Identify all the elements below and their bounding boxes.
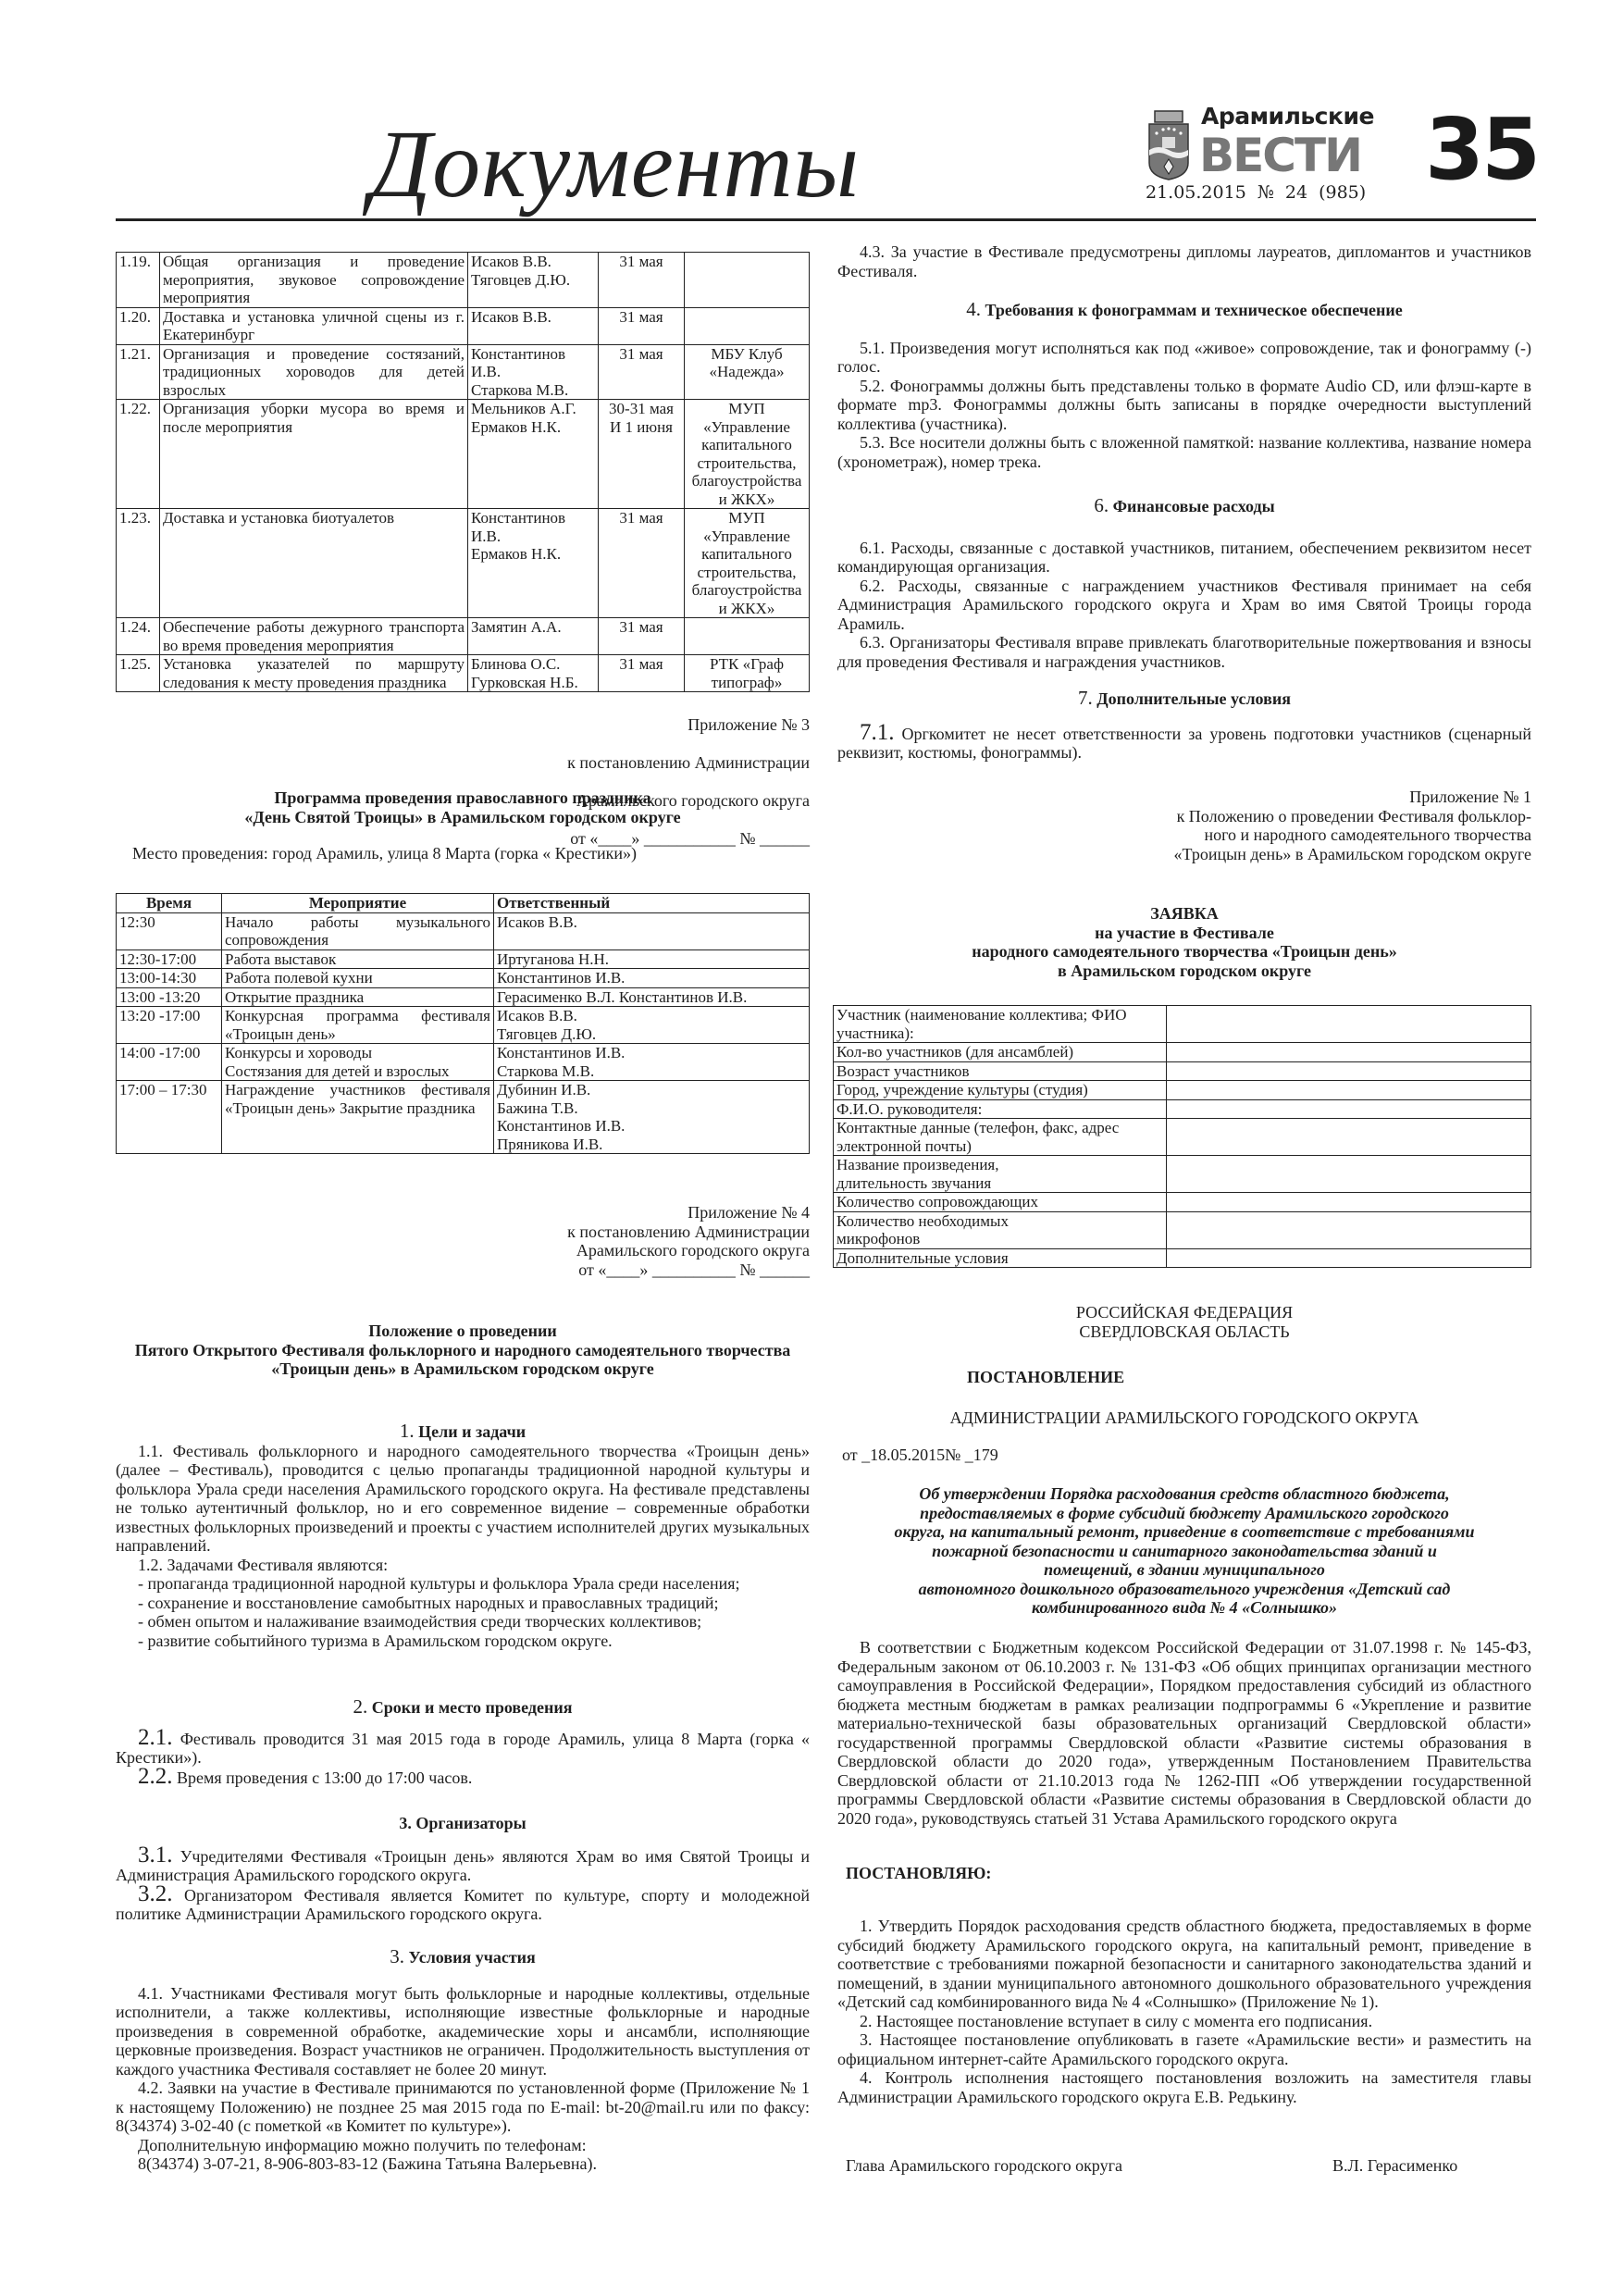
- paragraph-number: 6.1.: [860, 538, 885, 557]
- title-line: народного самодеятельного творчества «Троицын день»: [972, 942, 1397, 961]
- date-cell: 31 мая: [599, 655, 685, 692]
- appendix-4-note: [116, 1203, 810, 1279]
- paragraph: [837, 1917, 1531, 2012]
- paragraph-list: [116, 1724, 810, 1789]
- event-cell: Открытие праздника: [222, 987, 494, 1007]
- event-cell: Работа выставок: [222, 949, 494, 969]
- paragraph: [837, 2030, 1531, 2068]
- responsible-cell: Герасименко В.Л. Константинов И.В.: [494, 987, 810, 1007]
- time-cell: 13:20 -17:00: [117, 1007, 222, 1044]
- paragraph: [837, 719, 1531, 763]
- paragraph: [116, 1594, 810, 1613]
- section-number: 6.: [1094, 494, 1109, 516]
- responsible-cell: Исаков В.В.: [494, 912, 810, 949]
- responsible-cell: Замятин А.А.: [468, 618, 599, 655]
- logo-line-1: Арамильские: [1201, 103, 1374, 130]
- event-cell: Начало работы музыкального сопровождения: [222, 912, 494, 949]
- task-cell: Доставка и установка уличной сцены из г. Екатеринбург: [160, 307, 468, 344]
- title-line: Об утверждении Порядка расходования средств областного бюджета,: [919, 1484, 1450, 1503]
- paragraph-number: 1.1.: [138, 1441, 163, 1460]
- table-row: [117, 618, 810, 655]
- appendix-line: от «____» ___________ № ______: [570, 828, 810, 848]
- paragraph: [837, 433, 1531, 471]
- paragraph-number: 2.1.: [138, 1724, 173, 1750]
- section-2: [116, 1697, 810, 1787]
- responsible-cell: Мельников А.Г. Ермаков Н.К.: [468, 400, 599, 509]
- paragraph-text: Организатором Фестиваля является Комитет по культуре, спорту и молодежной политике Администрации Арамильского городского округа.: [116, 1885, 811, 1923]
- table-row: [117, 307, 810, 344]
- organization-cell: РТК «Граф типограф»: [685, 655, 810, 692]
- table-row: [117, 344, 810, 400]
- time-cell: 14:00 -17:00: [117, 1044, 222, 1081]
- section-heading: [116, 1421, 810, 1442]
- appendix-line: ного и народного самодеятельного творчества: [1204, 825, 1531, 844]
- paragraph: [837, 339, 1531, 377]
- appendix-line: от «____» __________ № ______: [578, 1260, 810, 1279]
- section-number: 1.: [399, 1420, 415, 1442]
- time-cell: 13:00 -13:20: [117, 987, 222, 1007]
- section-6: [837, 496, 1531, 671]
- paragraph-number: 6.2.: [860, 576, 885, 595]
- form-field-value[interactable]: [1167, 1248, 1531, 1268]
- paragraph-text: Утвердить Порядок расходования средств областного бюджета, предоставляемых в форме субсидий бюджету Арамильского городского округа, на капитальный ремонт, приведение в соответствие с требованиями пожарной безопасности и санитарного законодательства зданий и помещений, в здании муниципального автономного дошкольного образовательного учреждения «Детский сад комбинированного вида № 4 «Солнышко» (Приложение № 1).: [837, 1917, 1532, 2011]
- responsible-cell: Иртуганова Н.Н.: [494, 949, 810, 969]
- paragraph-text: Организаторы Фестиваля вправе привлекать благотворительные пожертвования и взносы для проведения Фестиваля и награждения участников.: [837, 633, 1532, 671]
- regulation-title: [116, 1322, 810, 1379]
- form-row: [834, 1081, 1531, 1100]
- form-field-value[interactable]: [1167, 1043, 1531, 1062]
- responsible-cell: Константинов И.В. Старкова М.В.: [494, 1044, 810, 1081]
- column-header-responsible: Ответственный: [494, 894, 810, 913]
- form-row: [834, 1099, 1531, 1119]
- task-cell: Организация и проведение состязаний, традиционных хороводов для детей взрослых: [160, 344, 468, 400]
- section-1: [116, 1421, 810, 1650]
- date-cell: 30-31 мая И 1 июня: [599, 400, 685, 509]
- title-line: Программа проведения православного праздника: [274, 788, 651, 807]
- program-title: [116, 788, 810, 826]
- paragraph-4-3: [837, 242, 1531, 280]
- section-heading: [116, 1814, 810, 1833]
- time-cell: 12:30: [117, 912, 222, 949]
- paragraph-text: - обмен опытом и налаживание взаимодействия среди творческих коллективов;: [138, 1612, 702, 1631]
- paragraph-number: 3.: [860, 2030, 873, 2049]
- paragraph-text: Задачами Фестиваля являются:: [167, 1555, 389, 1574]
- section-heading: [116, 1947, 810, 1967]
- paragraph-text: Оргкомитет не несет ответственности за уровень подготовки участников (сценарный реквизит, костюмы, фонограммы).: [837, 724, 1531, 762]
- section-5: [837, 300, 1531, 471]
- paragraph: [116, 1442, 810, 1556]
- section-title: Документы: [370, 111, 861, 217]
- paragraph-number: 4.: [860, 2068, 873, 2087]
- form-field-value[interactable]: [1167, 1193, 1531, 1212]
- resolution-title: [837, 1484, 1531, 1618]
- table-row: [117, 400, 810, 509]
- paragraph: [116, 1724, 810, 1768]
- title-line: помещений, в здании муниципального: [1044, 1560, 1325, 1579]
- paragraph-list: [116, 1984, 810, 2174]
- paragraph: [116, 2154, 810, 2174]
- paragraph-number: 4.1.: [138, 1983, 163, 2003]
- organization-cell: [685, 618, 810, 655]
- paragraph: [837, 539, 1531, 577]
- paragraph-list: [837, 339, 1531, 472]
- paragraph: [837, 377, 1531, 434]
- paragraph-number: 2.2.: [138, 1763, 173, 1789]
- paragraph-text: Все носители должны быть с вложенной памяткой: название коллектива, название номера (хронометраж), номер трека.: [837, 433, 1532, 471]
- time-cell: 13:00-14:30: [117, 969, 222, 988]
- signature-title: Глава Арамильского городского округа: [846, 2156, 1122, 2175]
- paragraph-number: 4.3.: [860, 242, 885, 261]
- paragraph-number: 1.2.: [138, 1555, 163, 1574]
- form-field-label: Количество необходимых микрофонов: [834, 1211, 1167, 1248]
- form-field-label: Город, учреждение культуры (студия): [834, 1081, 1167, 1100]
- paragraph-number: 4.2.: [138, 2079, 163, 2097]
- section-number: 2.: [353, 1695, 368, 1718]
- title-line: ЗАЯВКА: [1150, 904, 1219, 923]
- paragraph-text: Учредителями Фестиваля «Троицын день» являются Храм во имя Святой Троицы и Администрация Арамильского городского округа.: [116, 1846, 810, 1884]
- task-cell: Установка указателей по маршруту следования к месту проведения праздника: [160, 655, 468, 692]
- logo-line-2: ВЕСТИ: [1199, 129, 1361, 182]
- section-heading-text: Дополнительные условия: [1096, 689, 1291, 708]
- paragraph-number: 3.1.: [138, 1842, 173, 1868]
- header-rule: [116, 218, 1536, 221]
- paragraph-list: [116, 1442, 810, 1651]
- paragraph-text: - развитие событийного туризма в Арамильском городском округе.: [138, 1631, 613, 1650]
- date-cell: 31 мая: [599, 253, 685, 308]
- paragraph-number: 6.3.: [860, 633, 885, 652]
- paragraph: [837, 2012, 1531, 2031]
- paragraph-number: 5.1.: [860, 338, 885, 357]
- form-row: [834, 1006, 1531, 1043]
- appendix-line: «Троицын день» в Арамильском городском округе: [1173, 844, 1531, 863]
- form-field-value[interactable]: [1167, 1119, 1531, 1156]
- paragraph: [116, 2136, 810, 2155]
- section-heading-text: Сроки и место проведения: [371, 1698, 573, 1717]
- table-row: [117, 949, 810, 969]
- paragraph-number: 5.2.: [860, 376, 885, 395]
- form-row: [834, 1193, 1531, 1212]
- paragraph-text: 8(34374) 3-07-21, 8-906-803-83-12 (Бажина Татьяна Валерьевна).: [138, 2154, 597, 2173]
- event-cell: Конкурсы и хороводы Состязания для детей и взрослых: [222, 1044, 494, 1081]
- issue-date: 21.05.2015: [1146, 182, 1246, 203]
- organization-cell: МУП «Управление капитального строительства, благоустройства и ЖКХ»: [685, 400, 810, 509]
- section-number: 4.: [966, 298, 982, 320]
- paragraph: [116, 1984, 810, 2079]
- responsible-cell: Исаков В.В.: [468, 307, 599, 344]
- newspaper-logo: [1146, 103, 1374, 183]
- responsibilities-table: [116, 252, 810, 692]
- section-4: [116, 1947, 810, 2174]
- form-field-value[interactable]: [1167, 1211, 1531, 1248]
- paragraph: [116, 1632, 810, 1651]
- form-row: [834, 1119, 1531, 1156]
- resolution-country: [837, 1303, 1531, 1341]
- paragraph-number: 5.3.: [860, 433, 885, 452]
- section-heading: [116, 1697, 810, 1718]
- section-3: [116, 1814, 810, 1924]
- event-cell: Конкурсная программа фестиваля «Троицын день»: [222, 1007, 494, 1044]
- form-row: [834, 1156, 1531, 1193]
- decree-word: ПОСТАНОВЛЯЮ:: [846, 1864, 992, 1882]
- table-row: [117, 1007, 810, 1044]
- paragraph-text: Дополнительную информацию можно получить по телефонам:: [138, 2135, 587, 2154]
- row-number: 1.20.: [117, 307, 160, 344]
- section-heading-text: Цели и задачи: [418, 1422, 527, 1441]
- responsible-cell: Дубинин И.В. Бажина Т.В. Константинов И.В. Пряникова И.В.: [494, 1081, 810, 1154]
- organization-cell: МБУ Клуб «Надежда»: [685, 344, 810, 400]
- paragraph-text: Произведения могут исполняться как под «живое» сопровождение, так и фонограмму (-) голос.: [837, 338, 1532, 376]
- form-field-label: Возраст участников: [834, 1061, 1167, 1081]
- section-heading-text: 3. Организаторы: [399, 1814, 527, 1832]
- section-heading: [837, 689, 1531, 709]
- paragraph-text: Фестиваль фольклорного и народного самодеятельного творчества «Троицын день» (далее – Фестиваль), проводится с целью пропаганды традиционной народной культуры и фольклора Урала среди населения Арамильского городского округа. На фестивале представлены не только аутентичный фольклор, но и его современное видение – современные обработки известных фольклорных произведений и проекты с участием исполнителей других музыкальных направлений.: [116, 1441, 810, 1555]
- paragraph: [116, 1763, 810, 1789]
- table-row: [117, 253, 810, 308]
- title-line: Пятого Открытого Фестиваля фольклорного и народного самодеятельного творчества: [134, 1340, 791, 1359]
- task-cell: Доставка и установка биотуалетов: [160, 509, 468, 618]
- task-cell: Обеспечение работы дежурного транспорта во время проведения мероприятия: [160, 618, 468, 655]
- application-title: [837, 904, 1531, 980]
- row-number: 1.23.: [117, 509, 160, 618]
- row-number: 1.22.: [117, 400, 160, 509]
- resolution-issuer: АДМИНИСТРАЦИИ АРАМИЛЬСКОГО ГОРОДСКОГО ОКРУГА: [949, 1409, 1419, 1427]
- title-line: в Арамильском городском округе: [1058, 961, 1311, 980]
- event-cell: Работа полевой кухни: [222, 969, 494, 988]
- time-cell: 12:30-17:00: [117, 949, 222, 969]
- responsible-cell: Константинов И.В.: [494, 969, 810, 988]
- paragraph-text: Расходы, связанные с доставкой участников, питанием, обеспечением реквизитом несет командирующая организация.: [837, 538, 1532, 576]
- appendix-1-note: [837, 788, 1531, 863]
- paragraph-list: [837, 719, 1531, 763]
- appendix-line: Арамильского городского округа: [576, 1241, 810, 1260]
- column-header-time: Время: [117, 894, 222, 913]
- table-row: [117, 655, 810, 692]
- form-row: [834, 1211, 1531, 1248]
- signature-name: В.Л. Герасименко: [1332, 2156, 1458, 2175]
- row-number: 1.21.: [117, 344, 160, 400]
- date-cell: 31 мая: [599, 509, 685, 618]
- page-number: 35: [1425, 100, 1539, 199]
- responsible-cell: Исаков В.В. Тяговцев Д.Ю.: [494, 1007, 810, 1044]
- paragraph: [116, 1880, 811, 1924]
- form-field-label: Участник (наименование коллектива; ФИО участника):: [834, 1006, 1167, 1043]
- region-name: СВЕРДЛОВСКАЯ ОБЛАСТЬ: [1079, 1322, 1290, 1341]
- row-number: 1.19.: [117, 253, 160, 308]
- paragraph: [116, 1612, 810, 1632]
- section-7: [837, 689, 1531, 763]
- issue-number: № 24 (985): [1257, 182, 1367, 203]
- table-row: [117, 987, 810, 1007]
- appendix-line: Арамильского городского округа: [576, 790, 810, 810]
- table-row: [117, 1081, 810, 1154]
- appendix-line: Приложение № 4: [688, 1203, 810, 1222]
- paragraph-text: - пропаганда традиционной народной культуры и фольклора Урала среди населения;: [138, 1574, 740, 1593]
- event-cell: Награждение участников фестиваля «Троицын день» Закрытие праздника: [222, 1081, 494, 1154]
- paragraph-text: Фестиваль проводится 31 мая 2015 года в городе Арамиль, улица 8 Марта (горка « Крестики»).: [116, 1729, 810, 1767]
- paragraph-text: Участниками Фестиваля могут быть фольклорные и народные коллективы, отдельные исполнители, а также коллективы, исполняющие известные фольклорные и народные произведения в современной обработке, академические хоры и ансамбли, исполняющие церковные произведения. Возраст участников не ограничен. Продолжительность выступления от каждого участника Фестиваля составляет не более 20 минут.: [116, 1983, 810, 2079]
- section-heading-text: Финансовые расходы: [1112, 497, 1275, 515]
- form-field-label: Количество сопровождающих: [834, 1193, 1167, 1212]
- row-number: 1.25.: [117, 655, 160, 692]
- title-line: на участие в Фестивале: [1095, 923, 1274, 942]
- appendix-line: Приложение № 1: [1409, 788, 1531, 806]
- appendix-line: к постановлению Администрации: [567, 1222, 810, 1241]
- form-row: [834, 1248, 1531, 1268]
- appendix-3-note: [116, 696, 810, 867]
- form-field-label: Название произведения, длительность звучания: [834, 1156, 1167, 1193]
- title-line: «День Святой Троицы» в Арамильском городском округе: [244, 807, 681, 826]
- program-place: Место проведения: город Арамиль, улица 8 Марта (горка « Крестики»): [132, 844, 638, 863]
- form-field-value[interactable]: [1167, 1099, 1531, 1119]
- paragraph-text: За участие в Фестивале предусмотрены дипломы лауреатов, дипломантов и участников Фестиваля.: [837, 242, 1531, 280]
- resolution-doc-type: ПОСТАНОВЛЕНИЕ: [967, 1368, 1125, 1386]
- responsible-cell: Константинов И.В. Ермаков Н.К.: [468, 509, 599, 618]
- paragraph-number: 3.2.: [138, 1880, 173, 1906]
- title-line: округа, на капитальный ремонт, приведение в соответствие с требованиями: [894, 1522, 1475, 1541]
- paragraph-text: Время проведения с 13:00 до 17:00 часов.: [177, 1768, 473, 1787]
- title-line: Положение о проведении: [368, 1322, 557, 1340]
- title-line: предоставляемых в форме субсидий бюджету Арамильского городского: [920, 1503, 1449, 1522]
- organization-cell: [685, 253, 810, 308]
- issue-info: [1146, 183, 1366, 203]
- section-heading-text: Требования к фонограммам и техническое обеспечение: [985, 301, 1403, 319]
- organization-cell: МУП «Управление капитального строительства, благоустройства и ЖКХ»: [685, 509, 810, 618]
- title-line: пожарной безопасности и санитарного законодательства зданий и: [932, 1541, 1437, 1560]
- paragraph: [837, 2068, 1531, 2106]
- time-cell: 17:00 – 17:30: [117, 1081, 222, 1154]
- form-field-label: Кол-во участников (для ансамблей): [834, 1043, 1167, 1062]
- section-heading-text: Условия участия: [408, 1948, 536, 1967]
- appendix-line: к постановлению Администрации: [567, 752, 810, 772]
- form-field-label: Ф.И.О. руководителя:: [834, 1099, 1167, 1119]
- paragraph-text: Заявки на участие в Фестивале принимаются по установленной форме (Приложение № 1 к настоящему Положению) не позднее 25 мая 2015 года по E-mail: bt-20@mail.ru или по факсу: 8(34374) 3-02-40 (с пометкой «в Комитет по культуре»).: [116, 2079, 810, 2135]
- paragraph: [837, 242, 1531, 280]
- paragraph-text: Расходы, связанные с награждением участников Фестиваля принимает на себя Администрация Арамильского городского округа и Храм во имя Святой Троицы города Арамиль.: [837, 576, 1531, 633]
- coat-of-arms-icon: [1146, 109, 1192, 181]
- resolution-items: [837, 1917, 1531, 2106]
- section-heading: [837, 300, 1531, 320]
- appendix-line: Приложение № 3: [688, 714, 810, 734]
- title-line: автономного дошкольного образовательного учреждения «Детский сад: [918, 1579, 1451, 1598]
- appendix-line: к Положению о проведении Фестиваля фольклор-: [1176, 806, 1531, 825]
- paragraph: [837, 633, 1531, 671]
- paragraph-text: Фонограммы должны быть представлены только в формате Audio CD, или флэш-карте в формате mp3. Фонограммы должны быть записаны в порядке очередности выступлений коллектива (участника).: [837, 376, 1532, 433]
- paragraph: [116, 1574, 810, 1594]
- responsible-cell: Исаков В.В. Тяговцев Д.Ю.: [468, 253, 599, 308]
- paragraph: [116, 1556, 810, 1575]
- table-row: [117, 509, 810, 618]
- paragraph-text: - сохранение и восстановление самобытных народных и православных традиций;: [138, 1593, 719, 1612]
- section-heading: [837, 496, 1531, 516]
- form-field-value[interactable]: [1167, 1156, 1531, 1193]
- form-field-value[interactable]: [1167, 1006, 1531, 1043]
- section-number: 7.: [1078, 687, 1093, 709]
- form-field-label: Дополнительные условия: [834, 1248, 1167, 1268]
- paragraph-number: 1.: [860, 1917, 873, 1935]
- table-row: [117, 912, 810, 949]
- date-cell: 31 мая: [599, 344, 685, 400]
- paragraph-text: Настоящее постановление опубликовать в газете «Арамильские вести» и разместить на официальном интернет-сайте Арамильского городского округа.: [837, 2030, 1531, 2068]
- paragraph: [116, 1842, 810, 1885]
- resolution-preamble: [837, 1638, 1531, 1828]
- paragraph-text: Настоящее постановление вступает в силу с момента его подписания.: [876, 2011, 1373, 2030]
- paragraph: [116, 2079, 810, 2136]
- country-name: РОССИЙСКАЯ ФЕДЕРАЦИЯ: [1075, 1303, 1294, 1322]
- paragraph: [837, 577, 1531, 634]
- title-line: «Троицын день» в Арамильском городском округе: [271, 1359, 654, 1378]
- paragraph-list: [837, 1917, 1531, 2106]
- paragraph-list: [837, 539, 1531, 672]
- table-row: [117, 969, 810, 988]
- date-cell: 31 мая: [599, 307, 685, 344]
- task-cell: Организация уборки мусора во время и после мероприятия: [160, 400, 468, 509]
- row-number: 1.24.: [117, 618, 160, 655]
- paragraph-number: 7.1.: [860, 719, 895, 745]
- form-field-label: Контактные данные (телефон, факс, адрес электронной почты): [834, 1119, 1167, 1156]
- form-field-value[interactable]: [1167, 1081, 1531, 1100]
- title-line: комбинированного вида № 4 «Солнышко»: [1032, 1598, 1337, 1617]
- date-cell: 31 мая: [599, 618, 685, 655]
- table-row: [117, 1044, 810, 1081]
- paragraph-number: 2.: [860, 2011, 873, 2030]
- table-header-row: [117, 894, 810, 913]
- form-field-value[interactable]: [1167, 1061, 1531, 1081]
- resolution-date-number: от _18.05.2015№ _179: [842, 1446, 998, 1464]
- task-cell: Общая организация и проведение мероприятия, звуковое сопровождение мероприятия: [160, 253, 468, 308]
- section-number: 3.: [390, 1945, 404, 1967]
- organization-cell: [685, 307, 810, 344]
- form-row: [834, 1043, 1531, 1062]
- responsible-cell: Блинова О.С. Гурковская Н.Б.: [468, 655, 599, 692]
- program-table: [116, 893, 810, 1154]
- column-header-event: Мероприятие: [222, 894, 494, 913]
- paragraph-text: Контроль исполнения настоящего постановления возложить на заместителя главы Администрации Арамильского городского округа Е.В. Редькину.: [837, 2068, 1532, 2106]
- preamble-text: В соответствии с Бюджетным кодексом Российской Федерации от 31.07.1998 г. № 145-ФЗ, Федеральным законом от 06.10.2003 г. № 131-ФЗ «Об общих принципах организации местного самоуправления в Российской Федерации», Порядком предоставления субсидий из областного бюджета местным бюджетам в рамках реализации подпрограммы 6 «Укрепление и развитие материально-технической базы образовательных организаций Свердловской области» государственной программы Свердловской области «Развитие системы образования в Свердловской области до 2020 года», утвержденным Постановлением Правительства Свердловской области от 21.10.2013 года № 1262-ПП «Об утверждении государственной программы Свердловской области «Развитие системы образования в Свердловской области до 2020 года», руководствуясь статьей 31 Устава Арамильского городского округа: [837, 1638, 1531, 1828]
- application-form-table: [833, 1005, 1531, 1268]
- form-row: [834, 1061, 1531, 1081]
- responsible-cell: Константинов И.В. Старкова М.В.: [468, 344, 599, 400]
- paragraph-list: [116, 1842, 811, 1924]
